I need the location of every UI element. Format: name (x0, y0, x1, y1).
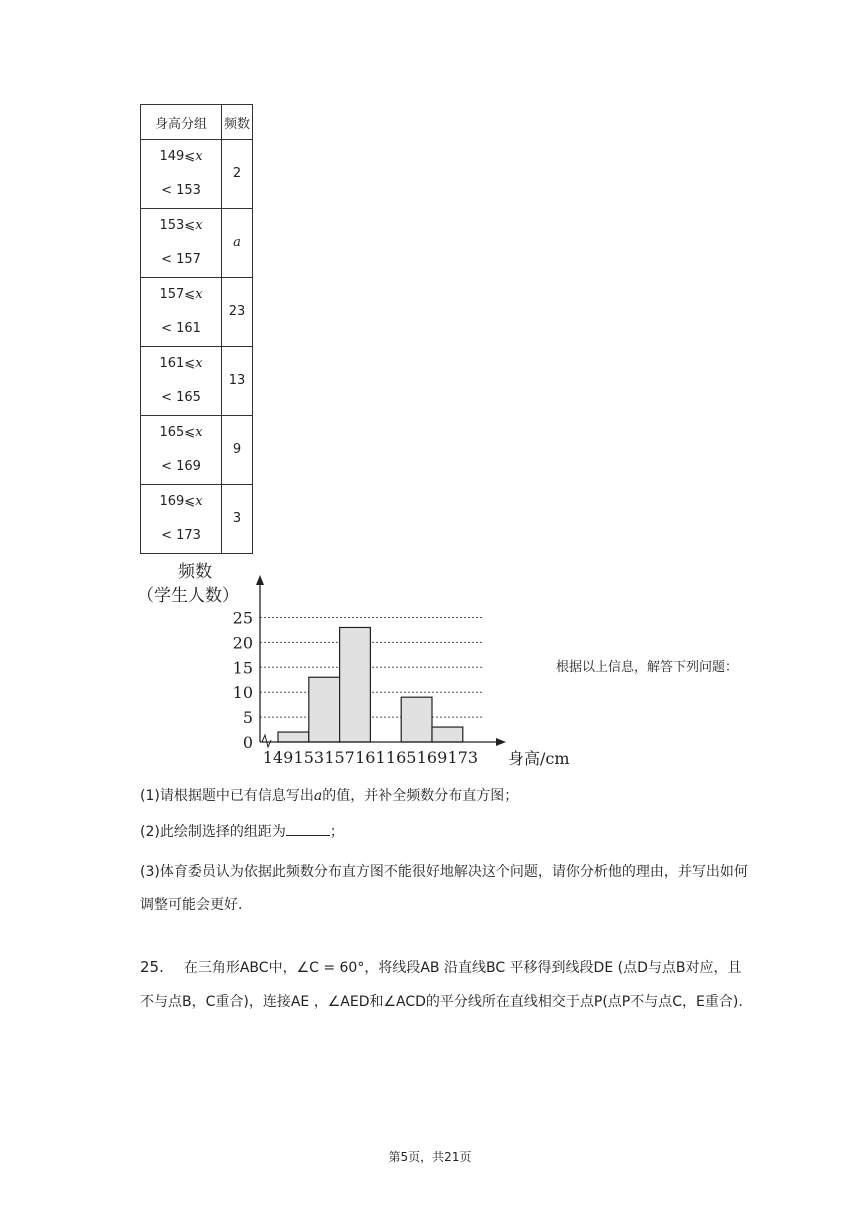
x-tick-label: 173 (447, 748, 479, 767)
height-range-cell (141, 278, 222, 347)
frequency-cell: 2 (222, 140, 253, 209)
range-upper: < 169 (161, 459, 201, 474)
frequency-histogram (130, 555, 570, 770)
table-row (141, 416, 253, 485)
range-lower: 161⩽x (159, 356, 203, 371)
x-tick-label: 153 (293, 748, 325, 767)
histogram-bar (278, 732, 309, 742)
frequency-cell: 23 (222, 278, 253, 347)
y-tick-label: 0 (242, 733, 253, 752)
frequency-cell: a (222, 209, 253, 278)
range-lower: 149⩽x (159, 149, 203, 164)
range-lower: 157⩽x (159, 287, 203, 302)
range-upper: < 173 (161, 528, 201, 543)
page-footer: 第5页，共21页 (388, 1150, 472, 1164)
question-1-suffix: 的值，并补全频数分布直方图； (322, 788, 519, 804)
y-axis-label-line2: （学生人数） (137, 586, 239, 606)
height-range-cell (141, 209, 222, 278)
instruction-text: 根据以上信息，解答下列问题： (556, 660, 739, 675)
header-frequency: 频数 (222, 105, 253, 140)
y-tick-label: 5 (242, 708, 253, 728)
header-height-group: 身高分组 (141, 105, 222, 140)
table-header-row (141, 105, 253, 140)
y-axis-arrow (256, 575, 264, 585)
question-1-variable: a (313, 788, 323, 804)
question-1 (140, 786, 518, 806)
frequency-cell: 9 (222, 416, 253, 485)
y-tick-label: 25 (232, 608, 253, 628)
height-range-cell (141, 347, 222, 416)
histogram-bar (309, 677, 340, 742)
range-upper: < 153 (161, 183, 201, 198)
table-row (141, 347, 253, 416)
range-upper: < 165 (161, 390, 201, 405)
axis-break-symbol (262, 735, 271, 747)
question-2 (140, 821, 344, 842)
table-row (141, 278, 253, 347)
range-lower: 169⩽x (159, 494, 203, 509)
range-lower: 153⩽x (159, 218, 203, 233)
table-row (141, 485, 253, 554)
problem-25 (140, 950, 755, 1019)
x-axis-arrow (496, 738, 506, 746)
table-row (141, 140, 253, 209)
range-upper: < 157 (161, 252, 201, 267)
x-tick-label: 157 (324, 748, 355, 767)
x-tick-label: 161 (355, 748, 386, 767)
x-tick-label: 169 (416, 748, 448, 767)
question-2-end: ； (329, 824, 344, 840)
y-tick-label: 20 (232, 633, 253, 653)
frequency-table (140, 104, 253, 554)
problem-text: 在三角形ABC中，∠C = 60°，将线段AB 沿直线BC 平移得到线段DE (点D与点B对应，且不与点B，C重合)，连接AE ，∠AED和∠ACD的平分线所在直线相交于点P(点P不与点C，E重合). (140, 960, 743, 1010)
frequency-cell: 13 (222, 347, 253, 416)
x-axis-label: 身高/cm (508, 749, 570, 768)
question-2-text: (2)此绘制选择的组距为 (140, 824, 286, 840)
y-tick-label: 15 (232, 658, 253, 678)
frequency-cell: 3 (222, 485, 253, 554)
height-range-cell (141, 140, 222, 209)
histogram-bar (340, 627, 371, 742)
y-tick-label: 10 (232, 683, 253, 703)
answer-blank (286, 821, 330, 836)
histogram-bar (401, 697, 432, 742)
y-axis-label-line1: 频数 (178, 562, 212, 582)
range-upper: < 161 (161, 321, 201, 336)
problem-number: 25. (140, 958, 164, 976)
height-range-cell (141, 416, 222, 485)
question-3: (3)体育委员认为依据此频数分布直方图不能很好地解决这个问题，请你分析他的理由，并写出如何调整可能会更好. (140, 864, 748, 913)
range-lower: 165⩽x (159, 425, 203, 440)
histogram-bar (432, 727, 463, 742)
height-range-cell (141, 485, 222, 554)
table-row (141, 209, 253, 278)
question-1-prefix: (1)请根据题中已有信息写出 (140, 788, 314, 804)
x-tick-label: 165 (385, 748, 417, 767)
x-tick-label: 149 (262, 748, 294, 767)
